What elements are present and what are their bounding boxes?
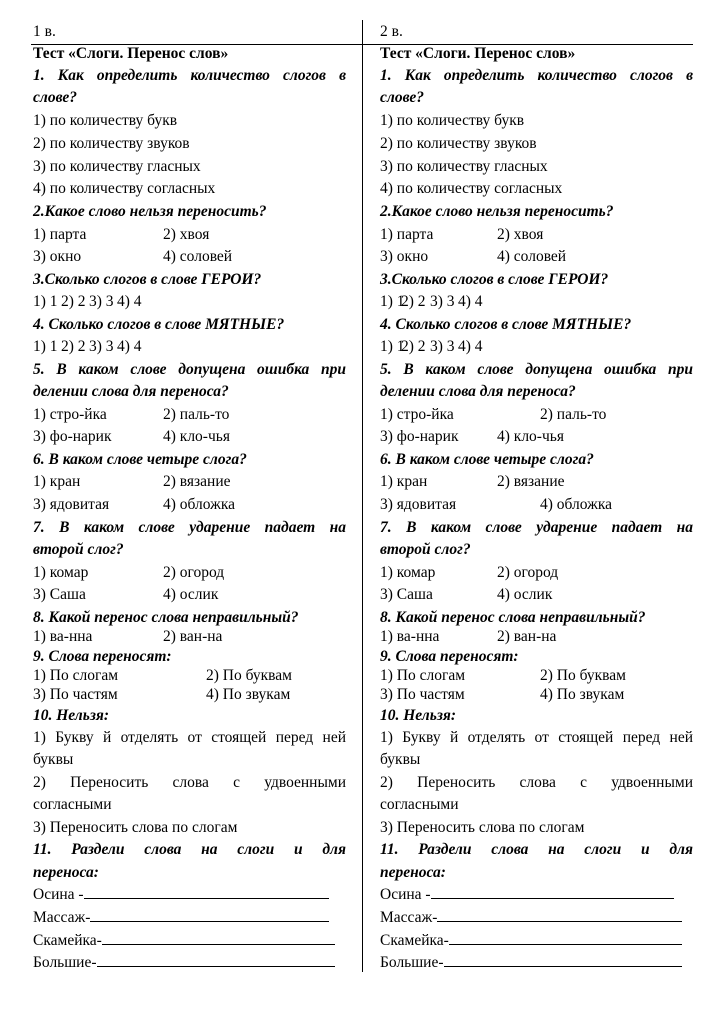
q9-option-4: 4) По звукам	[540, 686, 625, 703]
q11-word-2-row	[380, 908, 693, 928]
q11-word-4-row	[33, 953, 346, 973]
q5-option-1: 1) стро-йка	[380, 406, 454, 423]
q1-option-3: 3) по количеству гласных	[380, 158, 548, 175]
q5-row-2	[380, 427, 693, 447]
q5-option-3: 3) фо-нарик	[380, 428, 459, 445]
q9-row-1	[33, 666, 346, 686]
q1-option-1: 1) по количеству букв	[33, 112, 178, 129]
q11-word-3: Скамейка-	[380, 932, 449, 949]
question-10-text: 10. Нельзя:	[380, 707, 457, 724]
q10-option-1-cont: буквы	[380, 751, 421, 768]
question-3-text: 3.Сколько слогов в слове ГЕРОИ?	[33, 271, 262, 288]
question-8-text: 8. Какой перенос слова неправильный?	[380, 609, 646, 626]
q9-option-3: 3) По частям	[33, 686, 118, 703]
q3-option-2: 2) 2	[61, 293, 86, 310]
q10-option-2: 2) Переносить слова с удвоенными	[380, 774, 693, 791]
question-5-text: 5. В каком слове допущена ошибка при	[380, 361, 693, 378]
q10-option-2: 2) Переносить слова с удвоенными	[33, 774, 346, 791]
q6-row-2	[380, 495, 693, 515]
question-10-text: 10. Нельзя:	[33, 707, 110, 724]
q4-option-1: 1) 1	[380, 338, 405, 355]
q2-row-2	[33, 247, 346, 267]
q8-option-1: 1) ва-нна	[33, 628, 93, 645]
q5-row-1	[380, 405, 693, 425]
question-11-text-cont: переноса:	[380, 864, 446, 881]
q5-option-2: 2) паль-то	[540, 406, 607, 423]
q11-word-3-row	[380, 931, 693, 951]
q11-word-3-row	[33, 931, 346, 951]
question-1-text-cont: слове?	[380, 89, 424, 106]
variant-label: 2 в.	[380, 23, 403, 40]
q3-option-1: 1) 1	[380, 293, 405, 310]
q5-option-4: 4) кло-чья	[497, 428, 564, 445]
q3-row	[33, 292, 346, 312]
q11-word-1: Осина -	[33, 886, 84, 903]
q7-option-3: 3) Саша	[33, 586, 86, 603]
test-title: Тест «Слоги. Перенос слов»	[380, 45, 576, 62]
column-divider	[362, 20, 363, 972]
question-7-text-cont: второй слог?	[380, 541, 471, 558]
q1-option-4: 4) по количеству согласных	[33, 180, 216, 197]
question-11-text-cont: переноса:	[33, 864, 99, 881]
q6-option-3: 3) ядовитая	[33, 496, 110, 513]
q2-option-1: 1) парта	[33, 226, 87, 243]
question-6-text: 6. В каком слове четыре слога?	[33, 451, 247, 468]
q8-row	[33, 627, 346, 647]
q8-option-1: 1) ва-нна	[380, 628, 440, 645]
q4-option-2: 2) 2	[401, 338, 426, 355]
q6-row-2	[33, 495, 346, 515]
q4-option-3: 3) 3	[89, 338, 114, 355]
q8-option-2: 2) ван-на	[497, 628, 557, 645]
q7-option-3: 3) Саша	[380, 586, 433, 603]
q7-option-4: 4) ослик	[163, 586, 219, 603]
q3-option-3: 3) 3	[89, 293, 114, 310]
q4-option-1: 1) 1	[33, 338, 58, 355]
q6-option-2: 2) вязание	[163, 473, 231, 490]
q1-option-2: 2) по количеству звуков	[380, 135, 537, 152]
q5-row-2	[33, 427, 346, 447]
q4-row	[380, 337, 693, 357]
question-5-text-cont: делении слова для переноса?	[33, 383, 229, 400]
q10-option-1: 1) Букву й отделять от стоящей перед ней	[380, 729, 693, 746]
q10-option-1-cont: буквы	[33, 751, 74, 768]
question-11-text: 11. Раздели слова на слоги и для	[380, 841, 693, 858]
question-7-text: 7. В каком слове ударение падает на	[33, 519, 346, 536]
q11-word-2: Массаж-	[380, 909, 438, 926]
q2-option-4: 4) соловей	[163, 248, 233, 265]
q6-option-3: 3) ядовитая	[380, 496, 457, 513]
q4-option-4: 4) 4	[458, 338, 483, 355]
q1-option-2: 2) по количеству звуков	[33, 135, 190, 152]
q3-option-4: 4) 4	[117, 293, 142, 310]
q5-option-2: 2) паль-то	[163, 406, 230, 423]
q11-word-4: Большие-	[33, 954, 97, 971]
question-5-text: 5. В каком слове допущена ошибка при	[33, 361, 346, 378]
question-2-text: 2.Какое слово нельзя переносить?	[380, 203, 614, 220]
question-1-text: 1. Как определить количество слогов в	[380, 67, 693, 84]
q2-row-2	[380, 247, 693, 267]
q6-option-2: 2) вязание	[497, 473, 565, 490]
question-4-text: 4. Сколько слогов в слове МЯТНЫЕ?	[33, 316, 285, 333]
q7-row-2	[33, 585, 346, 605]
question-11-text: 11. Раздели слова на слоги и для	[33, 841, 346, 858]
q2-row-1	[33, 225, 346, 245]
question-9-text: 9. Слова переносят:	[33, 648, 172, 665]
q9-row-2	[33, 685, 346, 705]
q4-option-3: 3) 3	[430, 338, 455, 355]
question-3-text: 3.Сколько слогов в слове ГЕРОИ?	[380, 271, 609, 288]
q11-word-3: Скамейка-	[33, 932, 102, 949]
q11-word-1: Осина -	[380, 886, 431, 903]
q1-option-3: 3) по количеству гласных	[33, 158, 201, 175]
q9-row-2	[380, 685, 693, 705]
q11-answer-line-3[interactable]	[102, 931, 335, 945]
q8-option-2: 2) ван-на	[163, 628, 223, 645]
q11-word-1-row	[33, 885, 346, 905]
q7-row-2	[380, 585, 693, 605]
q10-option-3: 3) Переносить слова по слогам	[380, 819, 585, 836]
q6-row-1	[380, 472, 693, 492]
q11-answer-line-2[interactable]	[437, 908, 682, 922]
q9-row-1	[380, 666, 693, 686]
q11-answer-line-4[interactable]	[97, 953, 335, 967]
q8-row	[380, 627, 693, 647]
q7-option-2: 2) огород	[163, 564, 225, 581]
q5-option-1: 1) стро-йка	[33, 406, 107, 423]
q7-row-1	[33, 563, 346, 583]
q2-option-3: 3) окно	[33, 248, 82, 265]
q10-option-2-cont: согласными	[33, 796, 112, 813]
q2-option-2: 2) хвоя	[497, 226, 544, 243]
q7-option-1: 1) комар	[380, 564, 436, 581]
q7-row-1	[380, 563, 693, 583]
q3-row	[380, 292, 693, 312]
q4-option-4: 4) 4	[117, 338, 142, 355]
q7-option-2: 2) огород	[497, 564, 559, 581]
q9-option-2: 2) По буквам	[540, 667, 626, 684]
q4-option-2: 2) 2	[61, 338, 86, 355]
q2-option-2: 2) хвоя	[163, 226, 210, 243]
q11-word-2: Массаж-	[33, 909, 91, 926]
q4-row	[33, 337, 346, 357]
q3-option-1: 1) 1	[33, 293, 58, 310]
question-5-text-cont: делении слова для переноса?	[380, 383, 576, 400]
q2-option-4: 4) соловей	[497, 248, 567, 265]
q9-option-3: 3) По частям	[380, 686, 465, 703]
q11-answer-line-1[interactable]	[431, 885, 674, 899]
q11-word-1-row	[380, 885, 693, 905]
q6-option-4: 4) обложка	[163, 496, 236, 513]
q6-row-1	[33, 472, 346, 492]
q11-answer-line-1[interactable]	[84, 885, 329, 899]
question-4-text: 4. Сколько слогов в слове МЯТНЫЕ?	[380, 316, 632, 333]
q10-option-2-cont: согласными	[380, 796, 459, 813]
q5-row-1	[33, 405, 346, 425]
question-9-text: 9. Слова переносят:	[380, 648, 519, 665]
question-7-text: 7. В каком слове ударение падает на	[380, 519, 693, 536]
q2-option-3: 3) окно	[380, 248, 429, 265]
q6-option-1: 1) кран	[33, 473, 81, 490]
question-7-text-cont: второй слог?	[33, 541, 124, 558]
q11-word-4-row	[380, 953, 693, 973]
variant-label: 1 в.	[33, 23, 56, 40]
question-1-text-cont: слове?	[33, 89, 77, 106]
q2-option-1: 1) парта	[380, 226, 434, 243]
q9-option-2: 2) По буквам	[206, 667, 292, 684]
q10-option-1: 1) Букву й отделять от стоящей перед ней	[33, 729, 346, 746]
q9-option-4: 4) По звукам	[206, 686, 291, 703]
question-2-text: 2.Какое слово нельзя переносить?	[33, 203, 267, 220]
q11-answer-line-2[interactable]	[90, 908, 329, 922]
q10-option-3: 3) Переносить слова по слогам	[33, 819, 238, 836]
q6-option-4: 4) обложка	[540, 496, 613, 513]
question-6-text: 6. В каком слове четыре слога?	[380, 451, 594, 468]
question-1-text: 1. Как определить количество слогов в	[33, 67, 346, 84]
q1-option-4: 4) по количеству согласных	[380, 180, 563, 197]
q7-option-4: 4) ослик	[497, 586, 553, 603]
q3-option-4: 4) 4	[458, 293, 483, 310]
q11-answer-line-3[interactable]	[449, 931, 682, 945]
q11-answer-line-4[interactable]	[444, 953, 682, 967]
question-8-text: 8. Какой перенос слова неправильный?	[33, 609, 299, 626]
q9-option-1: 1) По слогам	[33, 667, 119, 684]
q1-option-1: 1) по количеству букв	[380, 112, 525, 129]
test-title: Тест «Слоги. Перенос слов»	[33, 45, 229, 62]
q5-option-4: 4) кло-чья	[163, 428, 230, 445]
q2-row-1	[380, 225, 693, 245]
q6-option-1: 1) кран	[380, 473, 428, 490]
q3-option-2: 2) 2	[401, 293, 426, 310]
q5-option-3: 3) фо-нарик	[33, 428, 112, 445]
q7-option-1: 1) комар	[33, 564, 89, 581]
q3-option-3: 3) 3	[430, 293, 455, 310]
q11-word-2-row	[33, 908, 346, 928]
q11-word-4: Большие-	[380, 954, 444, 971]
q9-option-1: 1) По слогам	[380, 667, 466, 684]
